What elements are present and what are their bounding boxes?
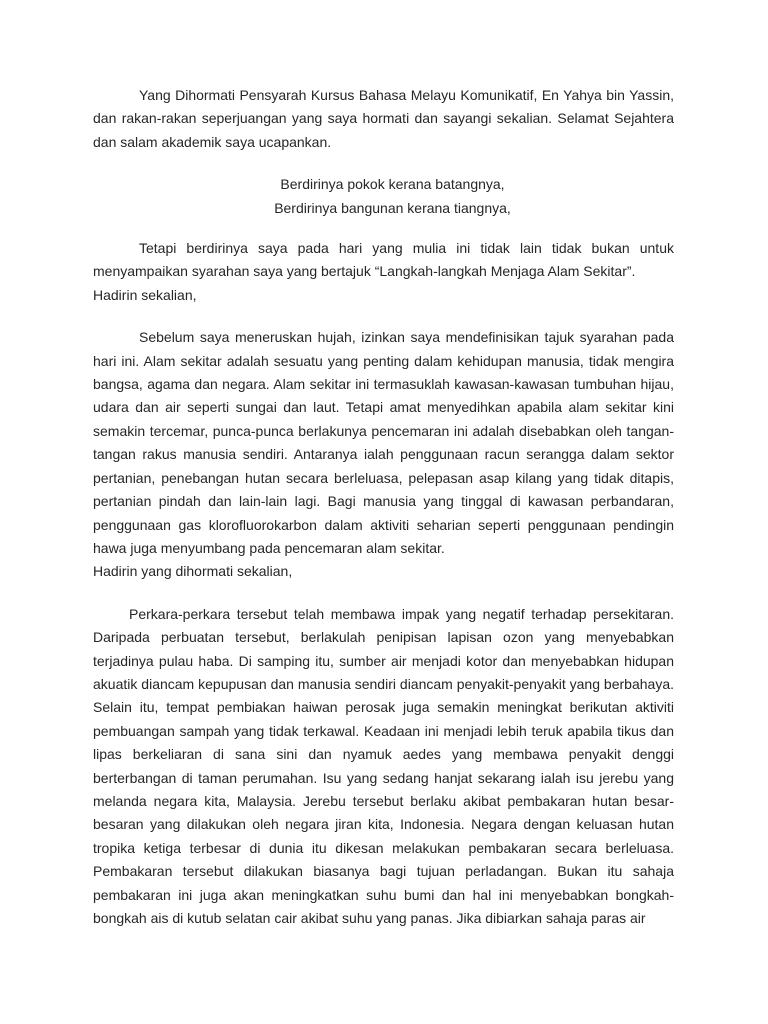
definition-paragraph: Sebelum saya meneruskan hujah, izinkan saya mendefinisikan tajuk syarahan pada hari ini. Alam sekitar adalah sesuatu yang penting dalam kehidupan manusia, tidak mengira bangsa, agama dan negara. Alam sekitar ini termasuklah kawasan-kawasan tumbuhan hijau, udara dan air seperti sungai dan laut. Tetapi amat menyedihkan apabila alam sekitar kini semakin tercemar, punca-punca berlakunya pencemaran ini adalah disebabkan oleh tangan-tangan rakus manusia sendiri. Antaranya ialah penggunaan racun serangga dalam sektor pertanian, penebangan hutan secara berleluasa, pelepasan asap kilang yang tidak ditapis, pertanian pindah dan lain-lain lagi. Bagi manusia yang tinggal di kawasan perbandaran, penggunaan gas klorofluorokarbon dalam aktiviti seharian seperti penggunaan pendingin hawa juga menyumbang pada pencemaran alam sekitar. (93, 329, 674, 556)
intro-paragraph: Yang Dihormati Pensyarah Kursus Bahasa Melayu Komunikatif, En Yahya bin Yassin, dan rakan-rakan seperjuangan yang saya hormati dan sayangi sekalian. Selamat Sejahtera dan salam akademik saya ucapankan. (93, 87, 674, 150)
opening-paragraph: Tetapi berdirinya saya pada hari yang mulia ini tidak lain tidak bukan untuk menyampaikan syarahan saya yang bertajuk “Langkah-langkah Menjaga Alam Sekitar”. (93, 240, 674, 280)
verse-line-2: Berdirinya bangunan kerana tiangnya, (274, 199, 511, 216)
document-page (93, 84, 674, 930)
impact-paragraph: Perkara-perkara tersebut telah membawa impak yang negatif terhadap persekitaran. Daripada perbuatan tersebut, berlakulah penipisan lapisan ozon yang menyebabkan terjadinya pulau haba. Di samping itu, sumber air menjadi kotor dan menyebabkan hidupan akuatik diancam kepupusan dan manusia sendiri diancam penyakit-penyakit yang berbahaya. Selain itu, tempat pembiakan haiwan perosak juga semakin meningkat berikutan aktiviti pembuangan sampah yang tidak terkawal. Keadaan ini menjadi lebih teruk apabila tikus dan lipas berkeliaran di sana sini dan nyamuk aedes yang membawa penyakit denggi berterbangan di taman perumahan. Isu yang sedang hanjat sekarang ialah isu jerebu yang melanda negara kita, Malaysia. Jerebu tersebut berlaku akibat pembakaran hutan besar-besaran yang dilakukan oleh negara jiran kita, Indonesia. Negara dengan keluasan hutan tropika ketiga terbesar di dunia itu dikesan melakukan pembakaran secara berleluasa. Pembakaran tersebut dilakukan biasanya bagi tujuan perladangan. Bukan itu sahaja pembakaran ini juga akan meningkatkan suhu bumi dan hal ini menyebabkan bongkah-bongkah ais di kutub selatan cair akibat suhu yang panas. Jika dibiarkan sahaja paras air (93, 605, 674, 926)
verse-block (93, 173, 674, 220)
salutation-heading-1: Hadirin sekalian, (93, 286, 197, 303)
verse-line-1: Berdirinya pokok kerana batangnya, (280, 176, 505, 193)
salutation-heading-2: Hadirin yang dihormati sekalian, (93, 563, 293, 580)
